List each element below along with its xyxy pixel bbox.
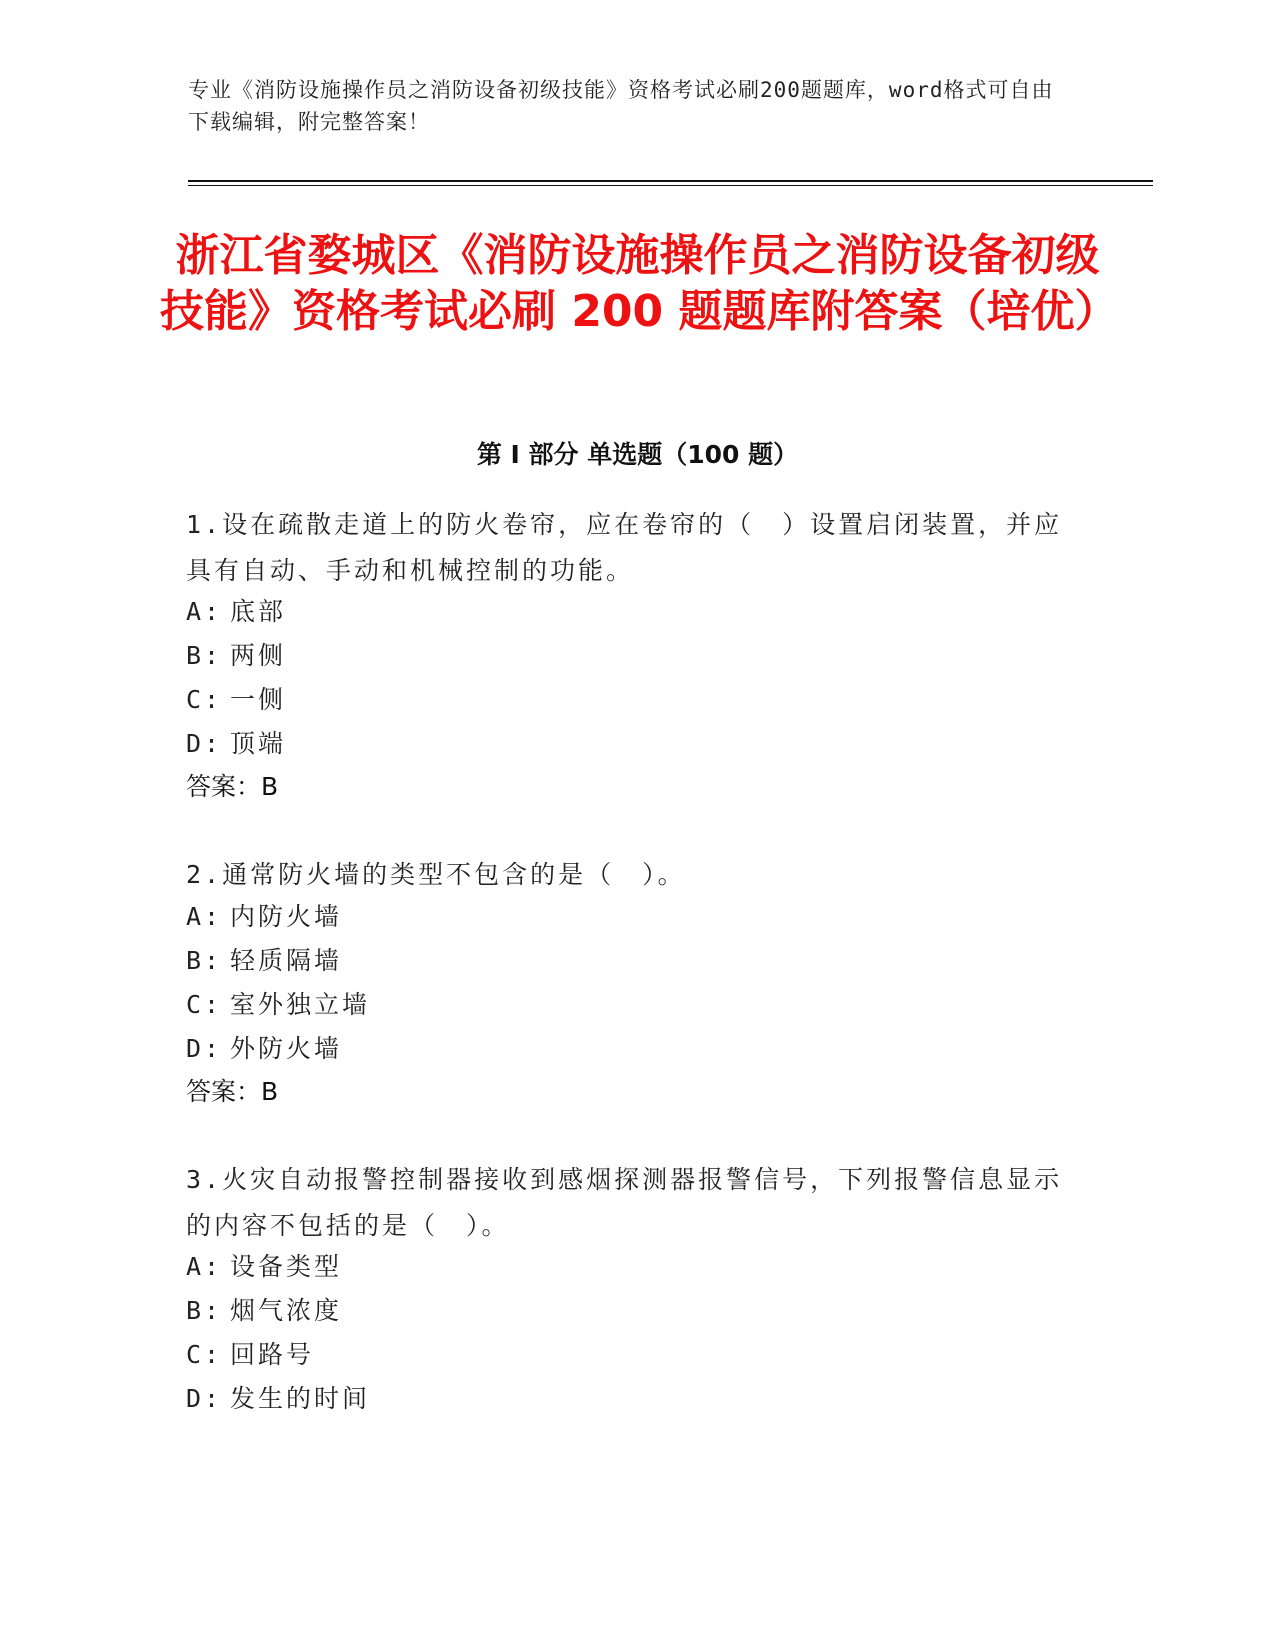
option-key: C: <box>186 1340 223 1369</box>
question-option <box>186 683 286 717</box>
header-divider-thick <box>188 180 1153 182</box>
question-stem: 2.通常防火墙的类型不包含的是（ ）。 <box>186 860 686 889</box>
question-option <box>186 1294 342 1328</box>
option-key: C: <box>186 990 223 1019</box>
option-text: 一侧 <box>230 685 287 714</box>
option-key: B: <box>186 1296 223 1325</box>
option-key: D: <box>186 1384 223 1413</box>
question-option <box>186 595 286 629</box>
option-text: 室外独立墙 <box>230 990 371 1019</box>
question-option <box>186 727 286 761</box>
option-text: 两侧 <box>230 641 287 670</box>
option-key: B: <box>186 946 223 975</box>
question-answer: 答案：B <box>186 772 279 801</box>
question-option <box>186 639 286 673</box>
question-option <box>186 944 342 978</box>
question-option <box>186 1032 342 1066</box>
option-text: 回路号 <box>230 1340 315 1369</box>
option-key: A: <box>186 1252 223 1281</box>
question-option <box>186 1338 314 1372</box>
option-text: 顶端 <box>230 729 287 758</box>
question-option <box>186 1250 342 1284</box>
option-text: 内防火墙 <box>230 902 343 931</box>
question-option <box>186 1382 370 1416</box>
header-note: 专业《消防设施操作员之消防设备初级技能》资格考试必刷200题题库，word格式可自由下载编辑，附完整答案！ <box>188 78 1054 134</box>
option-key: D: <box>186 729 223 758</box>
option-text: 发生的时间 <box>230 1384 371 1413</box>
question-option <box>186 988 370 1022</box>
option-key: C: <box>186 685 223 714</box>
option-key: B: <box>186 641 223 670</box>
question-stem: 1.设在疏散走道上的防火卷帘，应在卷帘的（ ）设置启闭装置，并应具有自动、手动和机械控制的功能。 <box>186 510 1063 585</box>
question-stem: 3.火灾自动报警控制器接收到感烟探测器报警信号，下列报警信息显示的内容不包括的是（ ）。 <box>186 1165 1063 1240</box>
document-title: 浙江省婺城区《消防设施操作员之消防设备初级技能》资格考试必刷 200 题题库附答案（培优） <box>160 230 1119 337</box>
option-text: 外防火墙 <box>230 1034 343 1063</box>
option-text: 底部 <box>230 597 287 626</box>
header-divider-thin <box>188 185 1153 186</box>
option-text: 轻质隔墙 <box>230 946 343 975</box>
option-key: A: <box>186 902 223 931</box>
question-answer: 答案：B <box>186 1077 279 1106</box>
option-key: D: <box>186 1034 223 1063</box>
option-text: 烟气浓度 <box>230 1296 343 1325</box>
option-text: 设备类型 <box>230 1252 343 1281</box>
section-title: 第 I 部分 单选题（100 题） <box>476 440 799 469</box>
question-option <box>186 900 342 934</box>
option-key: A: <box>186 597 223 626</box>
